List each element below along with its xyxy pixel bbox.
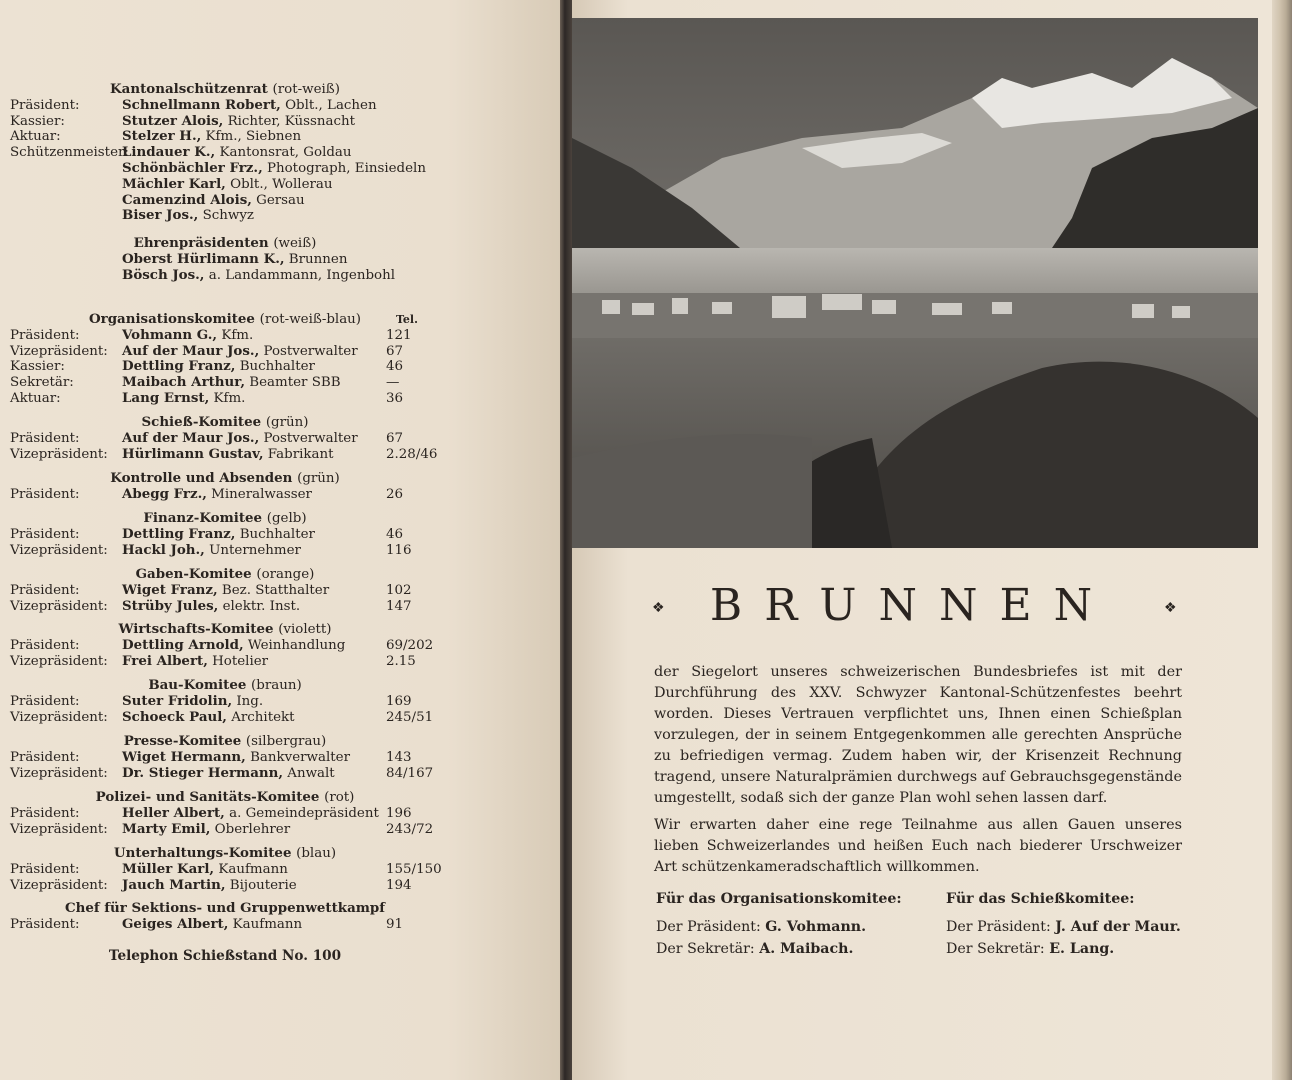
committee-section (0, 312, 560, 407)
member-detail: a. Gemeindepräsident (224, 805, 379, 821)
member-name: Frei Albert, (122, 652, 208, 669)
member-entry (122, 806, 379, 822)
member-entry (122, 161, 426, 177)
member-entry (122, 344, 358, 360)
member-telephone: 102 (386, 582, 412, 598)
member-role: Präsident: (10, 861, 80, 877)
member-row (0, 710, 560, 726)
signature-name: E. Lang. (1049, 941, 1115, 957)
member-row (0, 543, 560, 559)
committee-section (0, 511, 560, 558)
member-entry (122, 917, 302, 933)
member-name: Dettling Franz, (122, 525, 236, 542)
committee-section (0, 236, 560, 283)
member-role: Vizepräsident: (10, 598, 108, 614)
member-detail: Beamter SBB (245, 375, 341, 391)
member-role: Präsident: (10, 430, 80, 446)
member-role: Präsident: (10, 805, 80, 821)
committee-title: Gaben-Komitee (135, 566, 252, 582)
member-role: Präsident: (10, 327, 80, 343)
member-entry (122, 583, 329, 599)
member-entry (122, 375, 341, 391)
committee-color-note: (weiß) (273, 236, 317, 251)
committee-title: Kontrolle und Absenden (110, 470, 293, 486)
member-name: Lindauer K., (122, 144, 216, 161)
member-telephone: — (386, 375, 400, 391)
member-detail: Postverwalter (259, 430, 358, 446)
member-entry (122, 750, 350, 766)
intro-paragraph-2: Wir erwarten daher eine rege Teilnahme aus allen Gauen unseres lieben Schweizerlandes und heißen Euch nach biederer Urschweizer Art schützenkameradschaftlich willkommen. (654, 817, 1182, 875)
committee-title: Presse-Komitee (123, 733, 242, 749)
member-detail: Unternehmer (204, 542, 301, 558)
committee-title: Bau-Komitee (148, 677, 247, 693)
member-detail: Kaufmann (214, 861, 288, 877)
member-name: Biser Jos., (122, 207, 199, 224)
member-name: Vohmann G., (122, 326, 218, 343)
ornament-left-icon: ❖ (652, 600, 665, 616)
signature-lead: Für das Organisationskomitee: (656, 891, 902, 907)
member-row (0, 583, 560, 599)
member-telephone: 155/150 (386, 861, 442, 877)
member-telephone: 46 (386, 359, 404, 375)
member-entry (122, 878, 297, 894)
committee-heading (0, 846, 450, 862)
member-entry (122, 98, 377, 114)
intro-paragraph-1: der Siegelort unseres schweizerischen Bundesbriefes ist mit der Durchführung des XXV. Schwyzer Kantonal-Schützenfestes beehrt worden. Dieses Vertrauen verpflichtet uns, Ihnen einen Schießplan vorzulegen, der in seinem Entgegenkommen alle gerechten Ansprüche zu befriedigen vermag. Zudem haben wir, der Krisenzeit Rechnung tragend, unsere Naturalprämien durchwegs auf Gebrauchsgegenstände umgestellt, sodaß sich der ganze Plan wohl sehen lassen darf. (654, 664, 1182, 806)
member-row (0, 208, 560, 224)
signature-name: J. Auf der Maur. (1055, 919, 1181, 935)
signature-organisation (656, 888, 902, 960)
member-row (0, 431, 560, 447)
shooting-range-telephone: Telephon Schießstand No. 100 (108, 948, 342, 964)
committee-heading (0, 236, 450, 252)
member-telephone: 143 (386, 749, 412, 765)
member-telephone: 2.15 (386, 653, 416, 669)
member-name: Camenzind Alois, (122, 191, 252, 208)
member-entry (122, 710, 295, 726)
member-detail: Kaufmann (228, 916, 303, 932)
member-name: Müller Karl, (122, 860, 215, 877)
member-name: Hürlimann Gustav, (122, 445, 264, 462)
member-telephone: 245/51 (386, 709, 434, 725)
committee-title: Schieß-Komitee (141, 414, 262, 430)
member-role: Präsident: (10, 486, 80, 502)
member-detail: Richter, Küssnacht (223, 113, 355, 129)
member-role: Vizepräsident: (10, 877, 108, 893)
intro-text (654, 662, 1182, 884)
committee-color-note: (silbergrau) (245, 734, 327, 749)
member-row (0, 328, 560, 344)
member-telephone: 196 (386, 805, 412, 821)
member-entry (122, 193, 305, 209)
member-telephone: 26 (386, 486, 404, 502)
member-entry (122, 431, 358, 447)
committee-color-note: (rot) (324, 790, 355, 805)
member-role: Aktuar: (10, 390, 61, 406)
member-detail: Buchhalter (235, 526, 315, 542)
member-telephone: 46 (386, 526, 404, 542)
member-row (0, 917, 560, 933)
signature-name: A. Maibach. (759, 941, 854, 957)
member-row (0, 252, 560, 268)
member-entry (122, 177, 333, 193)
committee-heading (0, 82, 450, 98)
book-gutter (560, 0, 572, 1080)
member-detail: Kfm. (217, 327, 254, 343)
member-telephone: 67 (386, 343, 404, 359)
committee-heading (0, 415, 450, 431)
member-name: Wiget Hermann, (122, 748, 246, 765)
member-entry (122, 599, 300, 615)
member-entry (122, 268, 395, 284)
member-role: Vizepräsident: (10, 765, 108, 781)
member-detail: elektr. Inst. (218, 598, 301, 614)
telephone-column-header: Tel. (396, 313, 418, 326)
member-entry (122, 391, 245, 407)
member-detail: Buchhalter (235, 359, 315, 375)
member-name: Wiget Franz, (122, 581, 218, 598)
member-detail: Kantonsrat, Goldau (215, 145, 352, 161)
committee-section (0, 846, 560, 893)
member-detail: Oberlehrer (210, 821, 291, 837)
committee-title: Finanz-Komitee (143, 510, 263, 526)
member-row (0, 862, 560, 878)
member-entry (122, 527, 315, 543)
member-row (0, 527, 560, 543)
member-row (0, 750, 560, 766)
member-detail: Hotelier (207, 653, 269, 669)
committee-heading (0, 567, 450, 583)
member-row (0, 375, 560, 391)
member-name: Stelzer H., (122, 128, 202, 145)
member-entry (122, 145, 352, 161)
committee-color-note: (gelb) (266, 511, 307, 526)
signature-role: Der Sekretär: (946, 941, 1045, 957)
committee-section (0, 415, 560, 462)
member-role: Vizepräsident: (10, 343, 108, 359)
member-telephone: 169 (386, 693, 412, 709)
member-role: Präsident: (10, 916, 80, 932)
member-detail: Oblt., Wollerau (225, 176, 333, 192)
member-name: Schnellmann Robert, (122, 96, 281, 113)
member-name: Suter Fridolin, (122, 692, 233, 709)
member-telephone: 147 (386, 598, 412, 614)
member-row (0, 447, 560, 463)
member-role: Vizepräsident: (10, 653, 108, 669)
member-detail: Photograph, Einsiedeln (262, 160, 426, 176)
member-detail: Kfm., Siebnen (201, 129, 302, 145)
member-role: Aktuar: (10, 129, 61, 145)
committee-color-note: (rot-weiß-blau) (259, 312, 362, 327)
committee-title: Wirtschafts-Komitee (118, 621, 274, 637)
member-row (0, 599, 560, 615)
committee-heading (0, 312, 450, 328)
member-detail: Anwalt (283, 765, 335, 781)
member-detail: Bez. Statthalter (217, 582, 330, 598)
committee-heading (0, 734, 450, 750)
member-entry (122, 543, 301, 559)
member-telephone: 84/167 (386, 765, 434, 781)
member-entry (122, 822, 290, 838)
member-role: Vizepräsident: (10, 709, 108, 725)
committee-title: Chef für Sektions- und Gruppenwettkampf (64, 900, 386, 916)
member-detail: Ing. (232, 693, 264, 709)
signature-role: Der Präsident: (656, 919, 761, 935)
member-row (0, 694, 560, 710)
member-row (0, 98, 560, 114)
committee-heading (0, 790, 450, 806)
member-role: Vizepräsident: (10, 446, 108, 462)
member-role: Präsident: (10, 637, 80, 653)
member-telephone: 67 (386, 430, 404, 446)
member-detail: Bankverwalter (245, 749, 350, 765)
committee-heading (0, 901, 450, 917)
signature-role: Der Sekretär: (656, 941, 755, 957)
committee-section (0, 678, 560, 725)
committee-title: Organisationskomitee (88, 311, 255, 327)
member-entry (122, 129, 301, 145)
member-detail: Schwyz (198, 208, 254, 224)
member-detail: Postverwalter (259, 343, 358, 359)
member-entry (122, 654, 268, 670)
member-name: Schönbächler Frz., (122, 159, 263, 176)
member-entry (122, 359, 315, 375)
member-telephone: 36 (386, 390, 404, 406)
member-role: Vizepräsident: (10, 821, 108, 837)
member-telephone: 2.28/46 (386, 446, 438, 462)
committee-section (0, 901, 560, 933)
committee-heading (0, 511, 450, 527)
member-row (0, 344, 560, 360)
member-name: Geiges Albert, (122, 915, 229, 932)
committee-title: Kantonalschützenrat (110, 81, 268, 97)
member-name: Heller Albert, (122, 804, 225, 821)
member-name: Dettling Franz, (122, 358, 236, 375)
member-row (0, 145, 560, 161)
committee-heading (0, 471, 450, 487)
member-row (0, 878, 560, 894)
member-row (0, 391, 560, 407)
member-role: Vizepräsident: (10, 542, 108, 558)
member-name: Lang Ernst, (122, 389, 210, 406)
brunnen-landscape-photo (572, 18, 1258, 548)
committee-color-note: (braun) (251, 678, 302, 693)
member-entry (122, 766, 335, 782)
member-telephone: 194 (386, 877, 412, 893)
signature-shooting (946, 888, 1181, 960)
member-entry (122, 328, 253, 344)
member-telephone: 69/202 (386, 637, 434, 653)
member-name: Dr. Stieger Hermann, (122, 764, 284, 781)
member-row (0, 114, 560, 130)
member-entry (122, 694, 263, 710)
member-detail: Gersau (251, 192, 305, 208)
member-detail: Fabrikant (263, 446, 334, 462)
member-detail: Bijouterie (225, 877, 297, 893)
committee-section (0, 790, 560, 837)
member-telephone: 116 (386, 542, 412, 558)
member-name: Bösch Jos., (122, 266, 205, 283)
page-edges (1272, 0, 1292, 1080)
member-name: Marty Emil, (122, 820, 211, 837)
member-telephone: 121 (386, 327, 412, 343)
committee-title: Ehrenpräsidenten (133, 235, 269, 251)
member-entry (122, 487, 312, 503)
committee-section (0, 622, 560, 669)
brunnen-title: BRUNNEN (709, 580, 1115, 631)
member-name: Maibach Arthur, (122, 374, 246, 391)
signature-role: Der Präsident: (946, 919, 1051, 935)
member-role: Präsident: (10, 693, 80, 709)
member-entry (122, 252, 347, 268)
committee-section (0, 567, 560, 614)
member-role: Schützenmeister: (10, 145, 129, 161)
member-entry (122, 447, 334, 463)
committee-title: Polizei- und Sanitäts-Komitee (95, 789, 320, 805)
member-name: Abegg Frz., (122, 485, 207, 502)
ornament-right-icon: ❖ (1164, 600, 1177, 616)
committee-color-note: (grün) (297, 471, 340, 486)
member-name: Mächler Karl, (122, 175, 226, 192)
member-entry (122, 862, 288, 878)
right-page (572, 0, 1272, 1080)
member-name: Dettling Arnold, (122, 636, 244, 653)
member-role: Kassier: (10, 359, 65, 375)
member-row (0, 654, 560, 670)
member-name: Stutzer Alois, (122, 112, 224, 129)
member-name: Jauch Martin, (122, 876, 226, 893)
member-row (0, 806, 560, 822)
member-name: Oberst Hürlimann K., (122, 250, 285, 267)
member-entry (122, 638, 345, 654)
member-role: Kassier: (10, 113, 65, 129)
member-name: Hackl Joh., (122, 541, 205, 558)
member-detail: Brunnen (284, 251, 348, 267)
member-telephone: 91 (386, 916, 404, 932)
member-detail: Weinhandlung (243, 637, 346, 653)
member-row (0, 359, 560, 375)
committee-color-note: (violett) (278, 622, 332, 637)
member-name: Schoeck Paul, (122, 708, 227, 725)
member-role: Sekretär: (10, 375, 74, 391)
committee-section (0, 734, 560, 781)
member-detail: Architekt (226, 709, 295, 725)
committee-color-note: (blau) (296, 846, 337, 861)
member-role: Präsident: (10, 97, 80, 113)
committee-section (0, 82, 560, 224)
member-row (0, 268, 560, 284)
member-row (0, 766, 560, 782)
member-row (0, 638, 560, 654)
member-row (0, 177, 560, 193)
member-row (0, 161, 560, 177)
committee-color-note: (rot-weiß) (272, 82, 340, 97)
committee-section (0, 471, 560, 503)
member-name: Strüby Jules, (122, 597, 219, 614)
committee-color-note: (grün) (265, 415, 309, 430)
member-telephone: 243/72 (386, 821, 434, 837)
member-name: Auf der Maur Jos., (122, 429, 260, 446)
member-entry (122, 208, 254, 224)
member-row (0, 129, 560, 145)
signature-lead: Für das Schießkomitee: (946, 891, 1135, 907)
member-detail: Mineralwasser (206, 486, 312, 502)
member-row (0, 822, 560, 838)
committee-title: Unterhaltungs-Komitee (113, 845, 292, 861)
member-role: Präsident: (10, 582, 80, 598)
committee-heading (0, 622, 450, 638)
member-row (0, 193, 560, 209)
signature-name: G. Vohmann. (765, 919, 867, 935)
member-detail: a. Landammann, Ingenbohl (204, 267, 396, 283)
committee-color-note: (orange) (256, 567, 315, 582)
committee-heading (0, 678, 450, 694)
member-role: Präsident: (10, 526, 80, 542)
member-entry (122, 114, 355, 130)
member-role: Präsident: (10, 749, 80, 765)
left-page (0, 0, 560, 1080)
member-row (0, 487, 560, 503)
member-name: Auf der Maur Jos., (122, 342, 260, 359)
member-detail: Oblt., Lachen (280, 97, 377, 113)
member-detail: Kfm. (209, 390, 246, 406)
